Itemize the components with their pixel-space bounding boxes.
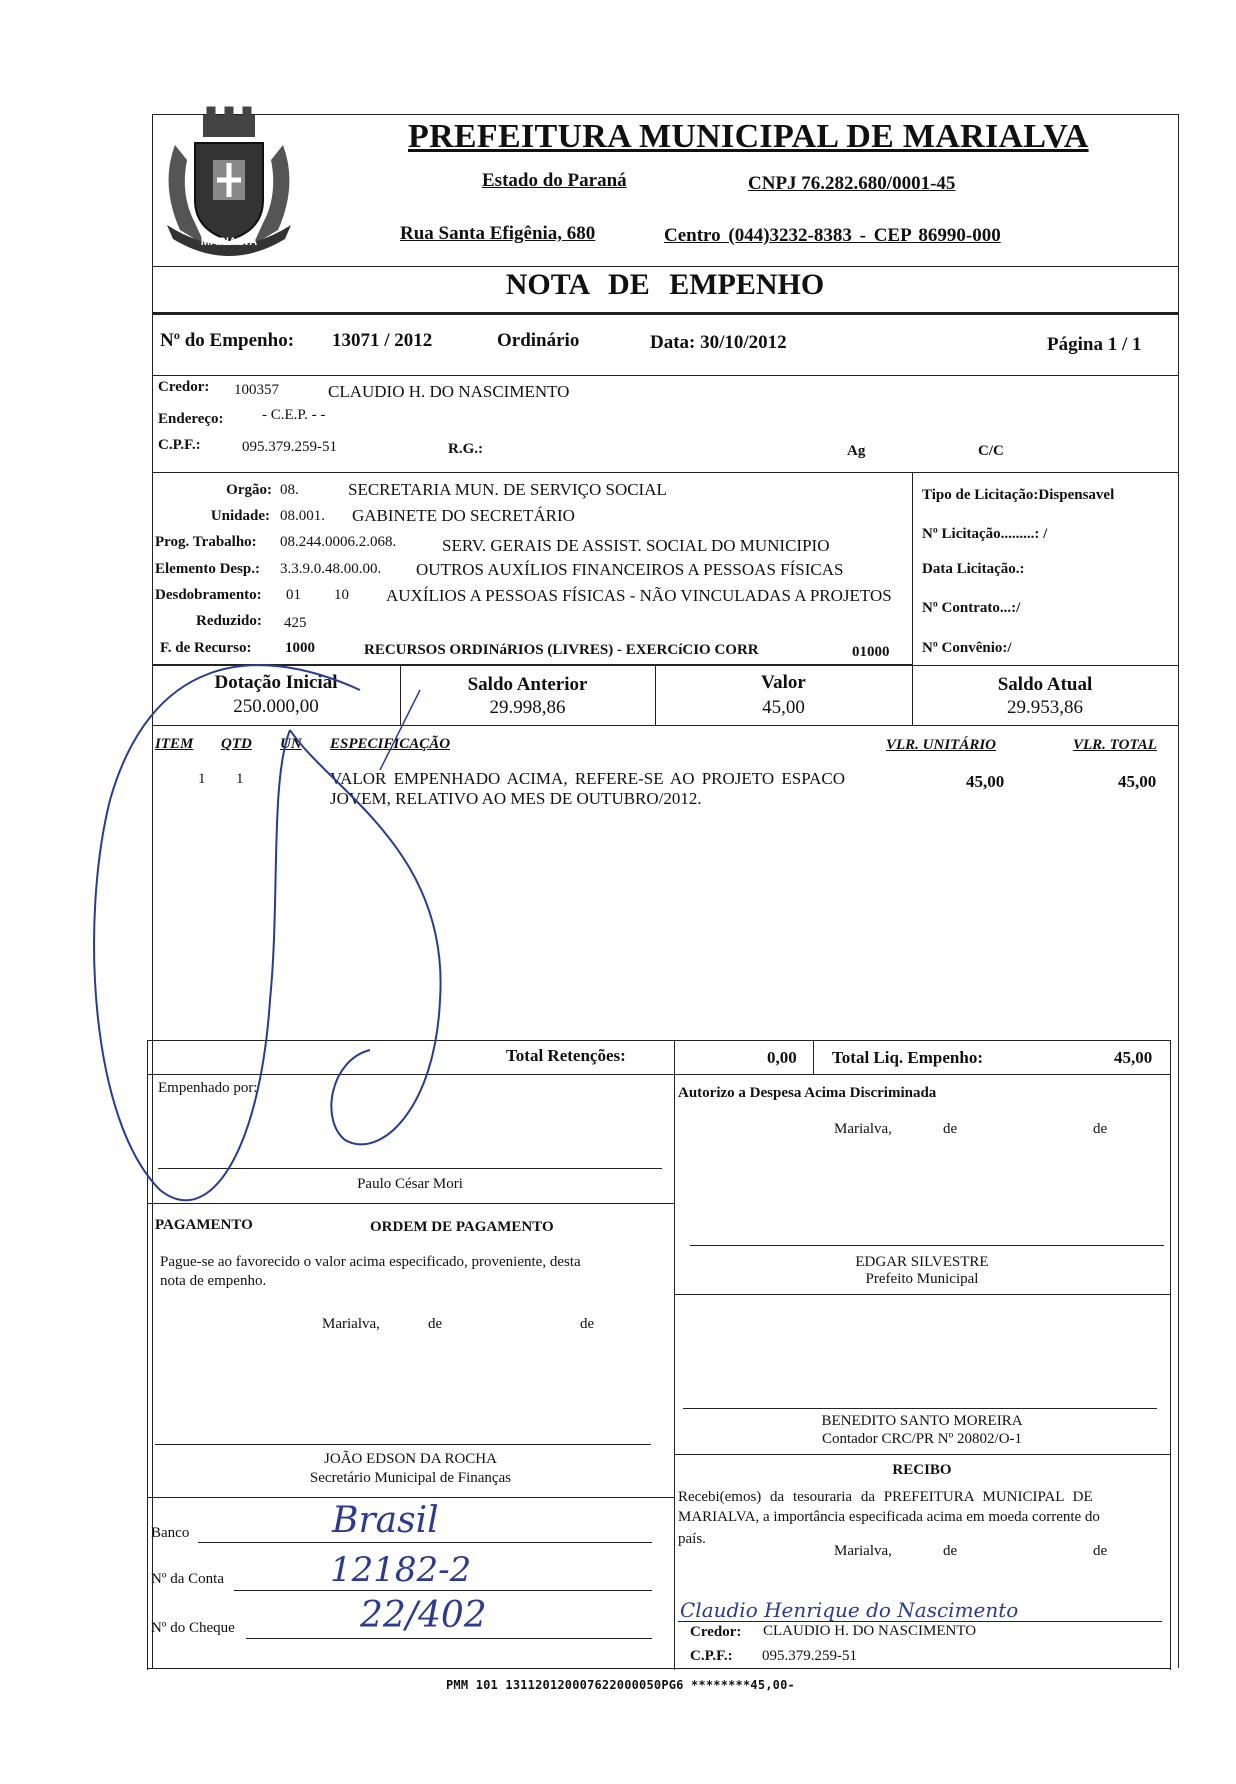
saldo-anterior-label: Saldo Anterior: [467, 674, 588, 695]
col-un: UN: [280, 736, 302, 752]
credor-cc-label: C/C: [978, 443, 1004, 459]
item-qtd: 1: [236, 771, 244, 787]
prog-label: Prog. Trabalho:: [155, 534, 257, 550]
pagamento-label: PAGAMENTO: [155, 1217, 253, 1233]
reduzido-value: 425: [284, 615, 307, 631]
pagamento-texto2: nota de empenho.: [160, 1273, 267, 1289]
credor-endereco: - C.E.P. - -: [262, 407, 326, 423]
empenho-data: Data: 30/10/2012: [650, 332, 787, 353]
recibo-credor-label: Credor:: [690, 1624, 742, 1640]
conta-label: Nº da Conta: [151, 1571, 224, 1587]
recibo-cpf-label: C.P.F.:: [690, 1648, 733, 1664]
elem-desc: OUTROS AUXÍLIOS FINANCEIROS A PESSOAS FÍSICAS: [416, 560, 844, 579]
elem-label: Elemento Desp.:: [155, 561, 260, 577]
col-qtd: QTD: [221, 736, 252, 752]
dotacao-value: 250.000,00: [233, 696, 319, 717]
total-liq-label: Total Liq. Empenho:: [832, 1048, 983, 1067]
credor-nome: CLAUDIO H. DO NASCIMENTO: [328, 382, 570, 401]
dotacao-label: Dotação Inicial: [214, 672, 338, 693]
doc-title: NOTA DE EMPENHO: [505, 268, 825, 301]
credor-rg-label: R.G.:: [448, 441, 483, 457]
autorizo-cargo: Prefeito Municipal: [865, 1271, 979, 1287]
header-title: PREFEITURA MUNICIPAL DE MARIALVA: [408, 118, 1089, 155]
recibo-cpf: 095.379.259-51: [762, 1648, 857, 1664]
empenho-numero: 13071 / 2012: [332, 330, 433, 351]
fonte-desc: RECURSOS ORDINáRIOS (LIVRES) - EXERCíCIO CORR: [364, 642, 759, 658]
credor-cpf: 095.379.259-51: [242, 439, 337, 455]
item-vlr-total: 45,00: [1118, 772, 1157, 791]
saldo-atual-label: Saldo Atual: [997, 674, 1093, 695]
credor-label: Credor:: [158, 379, 210, 395]
svg-text:MARIALVA: MARIALVA: [200, 236, 258, 248]
total-liq-value: 45,00: [1114, 1048, 1153, 1067]
elem-cod: 3.3.9.0.48.00.00.: [280, 561, 382, 577]
orgao-desc: SECRETARIA MUN. DE SERVIÇO SOCIAL: [348, 480, 667, 499]
recibo-assinatura: Claudio Henrique do Nascimento: [680, 1598, 1019, 1622]
recibo-de2: de: [1093, 1543, 1108, 1559]
header-cnpj: CNPJ 76.282.680/0001-45: [748, 173, 956, 194]
licitacao-data: Data Licitação.:: [922, 561, 1025, 577]
col-item: ITEM: [155, 736, 194, 752]
item-desc-line2: JOVEM, RELATIVO AO MES DE OUTUBRO/2012.: [330, 789, 702, 808]
conta-value: 12182-2: [330, 1550, 472, 1590]
autorizo-de2: de: [1093, 1121, 1108, 1137]
autorizo-titulo: Autorizo a Despesa Acima Discriminada: [678, 1085, 937, 1101]
col-vlr-total: VLR. TOTAL: [1073, 737, 1157, 753]
autorizo-de1: de: [943, 1121, 958, 1137]
banco-label: Banco: [151, 1525, 190, 1541]
saldo-atual-value: 29.953,86: [1007, 697, 1083, 718]
orgao-cod: 08.: [280, 482, 299, 498]
fonte-num: 01000: [852, 644, 890, 660]
credor-codigo: 100357: [234, 382, 279, 398]
licitacao-numero: Nº Licitação.........: /: [922, 526, 1048, 542]
pagamento-cargo: Secretário Municipal de Finanças: [309, 1470, 512, 1486]
item-num: 1: [198, 771, 206, 787]
unidade-desc: GABINETE DO SECRETÁRIO: [352, 506, 575, 525]
reduzido-label: Reduzido:: [196, 613, 262, 629]
fonte-cod: 1000: [285, 640, 315, 656]
licitacao-convenio: Nº Convênio:/: [922, 640, 1012, 656]
autorizo-local: Marialva,: [834, 1121, 892, 1137]
contador-cargo: Contador CRC/PR Nº 20802/O-1: [821, 1431, 1023, 1447]
header-estado: Estado do Paraná: [482, 170, 627, 191]
recibo-local: Marialva,: [834, 1543, 892, 1559]
pagamento-nome: JOÃO EDSON DA ROCHA: [324, 1451, 497, 1467]
total-retencoes-label: Total Retenções:: [506, 1046, 626, 1065]
contador-nome: BENEDITO SANTO MOREIRA: [821, 1413, 1023, 1429]
credor-endereco-label: Endereço:: [158, 411, 224, 427]
empenhado-nome: Paulo César Mori: [357, 1176, 463, 1192]
valor-value: 45,00: [762, 697, 805, 718]
prog-cod: 08.244.0006.2.068.: [280, 534, 397, 550]
recibo-titulo: RECIBO: [892, 1462, 952, 1478]
col-espec: ESPECIFICAÇÃO: [330, 736, 451, 752]
orgao-label: Orgão:: [226, 482, 272, 498]
pagamento-de2: de: [580, 1316, 595, 1332]
autorizo-nome: EDGAR SILVESTRE: [855, 1254, 989, 1270]
desd-desc: AUXÍLIOS A PESSOAS FÍSICAS - NÃO VINCULADAS A PROJETOS: [386, 586, 892, 605]
pagamento-local: Marialva,: [322, 1316, 380, 1332]
header-endereco: Rua Santa Efigênia, 680: [400, 223, 596, 244]
unidade-cod: 08.001.: [280, 508, 325, 524]
empenho-pagina: Página 1 / 1: [1047, 334, 1142, 355]
item-desc-line1: VALOR EMPENHADO ACIMA, REFERE-SE AO PROJETO ESPACO: [330, 769, 846, 788]
fonte-label: F. de Recurso:: [160, 640, 252, 656]
pagamento-texto1: Pague-se ao favorecido o valor acima especificado, proveniente, desta: [160, 1254, 581, 1270]
recibo-texto3: país.: [678, 1531, 706, 1547]
pagamento-de1: de: [428, 1316, 443, 1332]
credor-cpf-label: C.P.F.:: [158, 437, 201, 453]
footer-code: PMM 101 131120120007622000050PG6 ********45,00-: [446, 1678, 795, 1692]
header-contato: Centro (044)3232-8383 - CEP 86990-000: [664, 225, 1001, 246]
empenhado-label: Empenhado por:: [158, 1080, 258, 1096]
recibo-texto1: Recebi(emos) da tesouraria da PREFEITURA MUNICIPAL DE: [678, 1489, 1093, 1505]
empenho-tipo: Ordinário: [497, 330, 580, 351]
desd-cod1: 01: [286, 587, 301, 603]
recibo-texto2: MARIALVA, a importância especificada acima em moeda corrente do: [678, 1509, 1100, 1525]
credor-ag-label: Ag: [847, 443, 866, 459]
recibo-credor: CLAUDIO H. DO NASCIMENTO: [763, 1623, 977, 1639]
licitacao-contrato: Nº Contrato...:/: [922, 600, 1021, 616]
empenho-label: Nº do Empenho:: [160, 330, 295, 351]
unidade-label: Unidade:: [210, 508, 270, 524]
cheque-value: 22/402: [360, 1595, 487, 1636]
licitacao-tipo: Tipo de Licitação:Dispensavel: [922, 487, 1115, 503]
pagamento-ordem: ORDEM DE PAGAMENTO: [370, 1219, 554, 1235]
saldo-anterior-value: 29.998,86: [489, 697, 566, 718]
desd-cod2: 10: [334, 587, 349, 603]
banco-value: Brasil: [332, 1500, 439, 1541]
item-vlr-unit: 45,00: [966, 772, 1005, 791]
valor-label: Valor: [761, 672, 806, 693]
recibo-de1: de: [943, 1543, 958, 1559]
prog-desc: SERV. GERAIS DE ASSIST. SOCIAL DO MUNICIPIO: [442, 536, 830, 555]
cheque-label: Nº do Cheque: [151, 1620, 235, 1636]
total-retencoes-value: 0,00: [767, 1048, 797, 1067]
desd-label: Desdobramento:: [155, 587, 262, 603]
col-vlr-unit: VLR. UNITÁRIO: [886, 737, 997, 753]
